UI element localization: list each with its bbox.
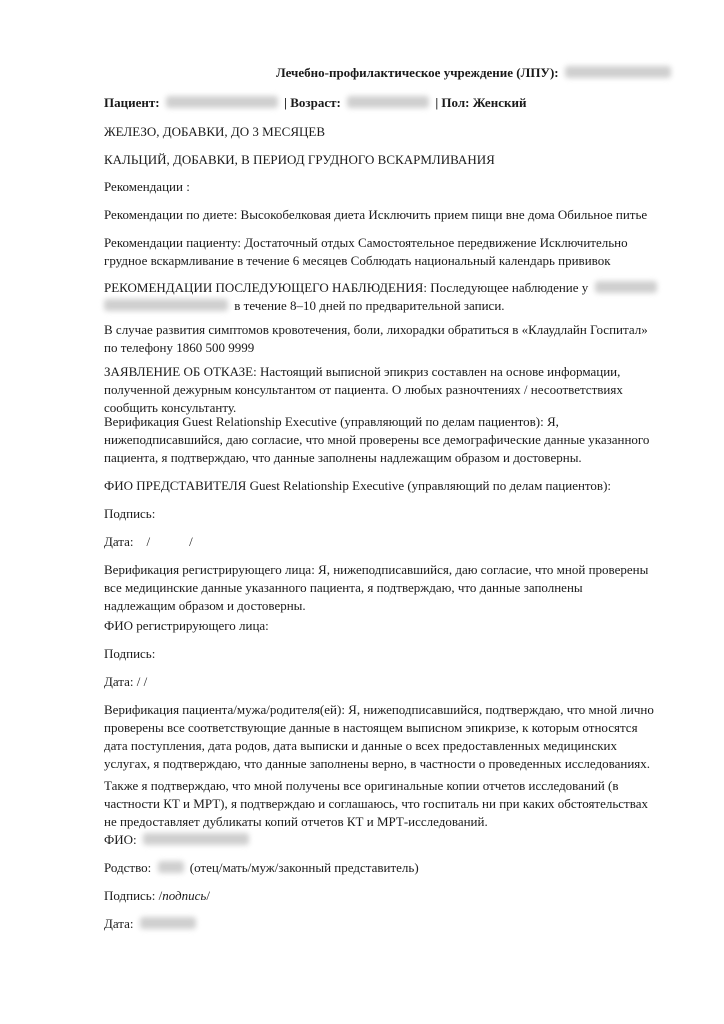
copies-confirmation-line: Также я подтверждаю, что мной получены все оригинальные копии отчетов исследований (в: [104, 778, 619, 793]
registrar-verification-line: все медицинские данные указанного пациента, я подтверждаю, что данные заполнены: [104, 580, 583, 595]
patient-label: Пациент:: [104, 95, 160, 110]
emergency-instructions: [104, 321, 648, 357]
patient-recommendations: [104, 234, 628, 270]
gre-date: Дата: / /: [104, 534, 193, 549]
disclaimer: [104, 363, 623, 417]
gre-verification-line: Верификация Guest Relationship Executive (управляющий по делам пациентов): Я,: [104, 414, 559, 429]
date-label: Дата:: [104, 916, 134, 931]
registrar-verification-line: Верификация регистрирующего лица: Я, нижеподписавшийся, даю согласие, что мной проверены: [104, 562, 649, 577]
patient-name-redacted: [166, 96, 278, 108]
institution-label: Лечебно-профилактическое учреждение (ЛПУ):: [276, 65, 559, 80]
date-redacted: [140, 917, 196, 929]
emergency-line: В случае развития симптомов кровотечения, боли, лихорадки обратиться в «Клаудлайн Госпитал»: [104, 322, 648, 337]
copies-confirmation-line: не предоставляет дубликаты копий отчетов КТ и МРТ-исследований.: [104, 814, 488, 829]
relation-line: [104, 859, 419, 877]
followup-text: РЕКОМЕНДАЦИИ ПОСЛЕДУЮЩЕГО НАБЛЮДЕНИЯ: Последующее наблюдение у: [104, 280, 589, 295]
followup-text: в течение 8–10 дней по предварительной записи.: [234, 298, 505, 313]
relation-redacted: [158, 861, 184, 873]
patient-verification-line: Верификация пациента/мужа/родителя(ей): Я, нижеподписавшийся, подтверждаю, что мной лично: [104, 702, 654, 717]
patient-verification: [104, 701, 654, 773]
registrar-date: Дата: / /: [104, 674, 148, 689]
patient-signature-label: Подпись: /: [104, 888, 163, 903]
relation-label: Родство:: [104, 860, 152, 875]
sex-label: | Пол: Женский: [435, 95, 527, 110]
gre-verification-line: пациента, я подтверждаю, что данные заполнены надлежащим образом и достоверны.: [104, 450, 582, 465]
copies-confirmation: [104, 777, 648, 831]
age-label: | Возраст:: [284, 95, 341, 110]
patient-signature-close: /: [206, 888, 210, 903]
fio-label: ФИО:: [104, 832, 137, 847]
date-line: [104, 915, 199, 933]
fio-line: [104, 831, 252, 849]
fio-redacted: [143, 833, 249, 845]
emergency-line: по телефону 1860 500 9999: [104, 340, 255, 355]
gre-signature-label: Подпись:: [104, 506, 156, 521]
institution-line: [276, 64, 674, 82]
patient-signature-line: [104, 887, 210, 905]
doctor-redacted: [104, 299, 228, 311]
order-iron: ЖЕЛЕЗО, ДОБАВКИ, ДО 3 МЕСЯЦЕВ: [104, 124, 325, 139]
recommendations-title: Рекомендации :: [104, 179, 190, 194]
registrar-name-label: ФИО регистрирующего лица:: [104, 618, 269, 633]
registrar-signature-label: Подпись:: [104, 646, 156, 661]
patient-verification-line: проверены все соответствующие данные в настоящем выписном эпикризе, к которым относятся: [104, 720, 638, 735]
followup-line: [104, 297, 660, 315]
order-calcium: КАЛЬЦИЙ, ДОБАВКИ, В ПЕРИОД ГРУДНОГО ВСКАРМЛИВАНИЯ: [104, 152, 495, 167]
relation-options: (отец/мать/муж/законный представитель): [189, 860, 419, 875]
doctor-redacted: [595, 281, 657, 293]
gre-verification: [104, 413, 649, 467]
gre-verification-line: нижеподписавшийся, даю согласие, что мной проверены все демографические данные указанного: [104, 432, 650, 447]
patient-signature-value: подпись: [162, 888, 207, 903]
disclaimer-line: ЗАЯВЛЕНИЕ ОБ ОТКАЗЕ: Настоящий выписной эпикриз составлен на основе информации,: [104, 364, 621, 379]
diet-recommendations: Рекомендации по диете: Высокобелковая диета Исключить прием пищи вне дома Обильное питье: [104, 207, 648, 222]
disclaimer-line: сообщить консультанту.: [104, 400, 237, 415]
patient-verification-line: услугах, я подтверждаю, что данные заполнены верно, в частности о проведенных исследованиях.: [104, 756, 651, 771]
copies-confirmation-line: частности КТ и МРТ), я подтверждаю и соглашаюсь, что госпиталь ни при каких обстоятельствах: [104, 796, 648, 811]
registrar-verification-line: надлежащим образом и достоверны.: [104, 598, 306, 613]
patient-recs-line: Рекомендации пациенту: Достаточный отдых Самостоятельное передвижение Исключительно: [104, 235, 628, 250]
followup-recommendations: [104, 279, 660, 315]
disclaimer-line: полученной дежурным консультантом от пациента. О любых разночтениях / несоответствиях: [104, 382, 623, 397]
age-redacted: [347, 96, 429, 108]
institution-redacted: [565, 66, 671, 78]
followup-line: [104, 279, 660, 297]
patient-line: [104, 94, 526, 112]
gre-name-label: ФИО ПРЕДСТАВИТЕЛЯ Guest Relationship Executive (управляющий по делам пациентов):: [104, 478, 612, 493]
patient-verification-line: дата поступления, дата родов, дата выписки и данные о всех предоставленных медицинских: [104, 738, 618, 753]
patient-recs-line: грудное вскармливание в течение 6 месяцев Соблюдать национальный календарь прививок: [104, 253, 611, 268]
registrar-verification: [104, 561, 648, 615]
